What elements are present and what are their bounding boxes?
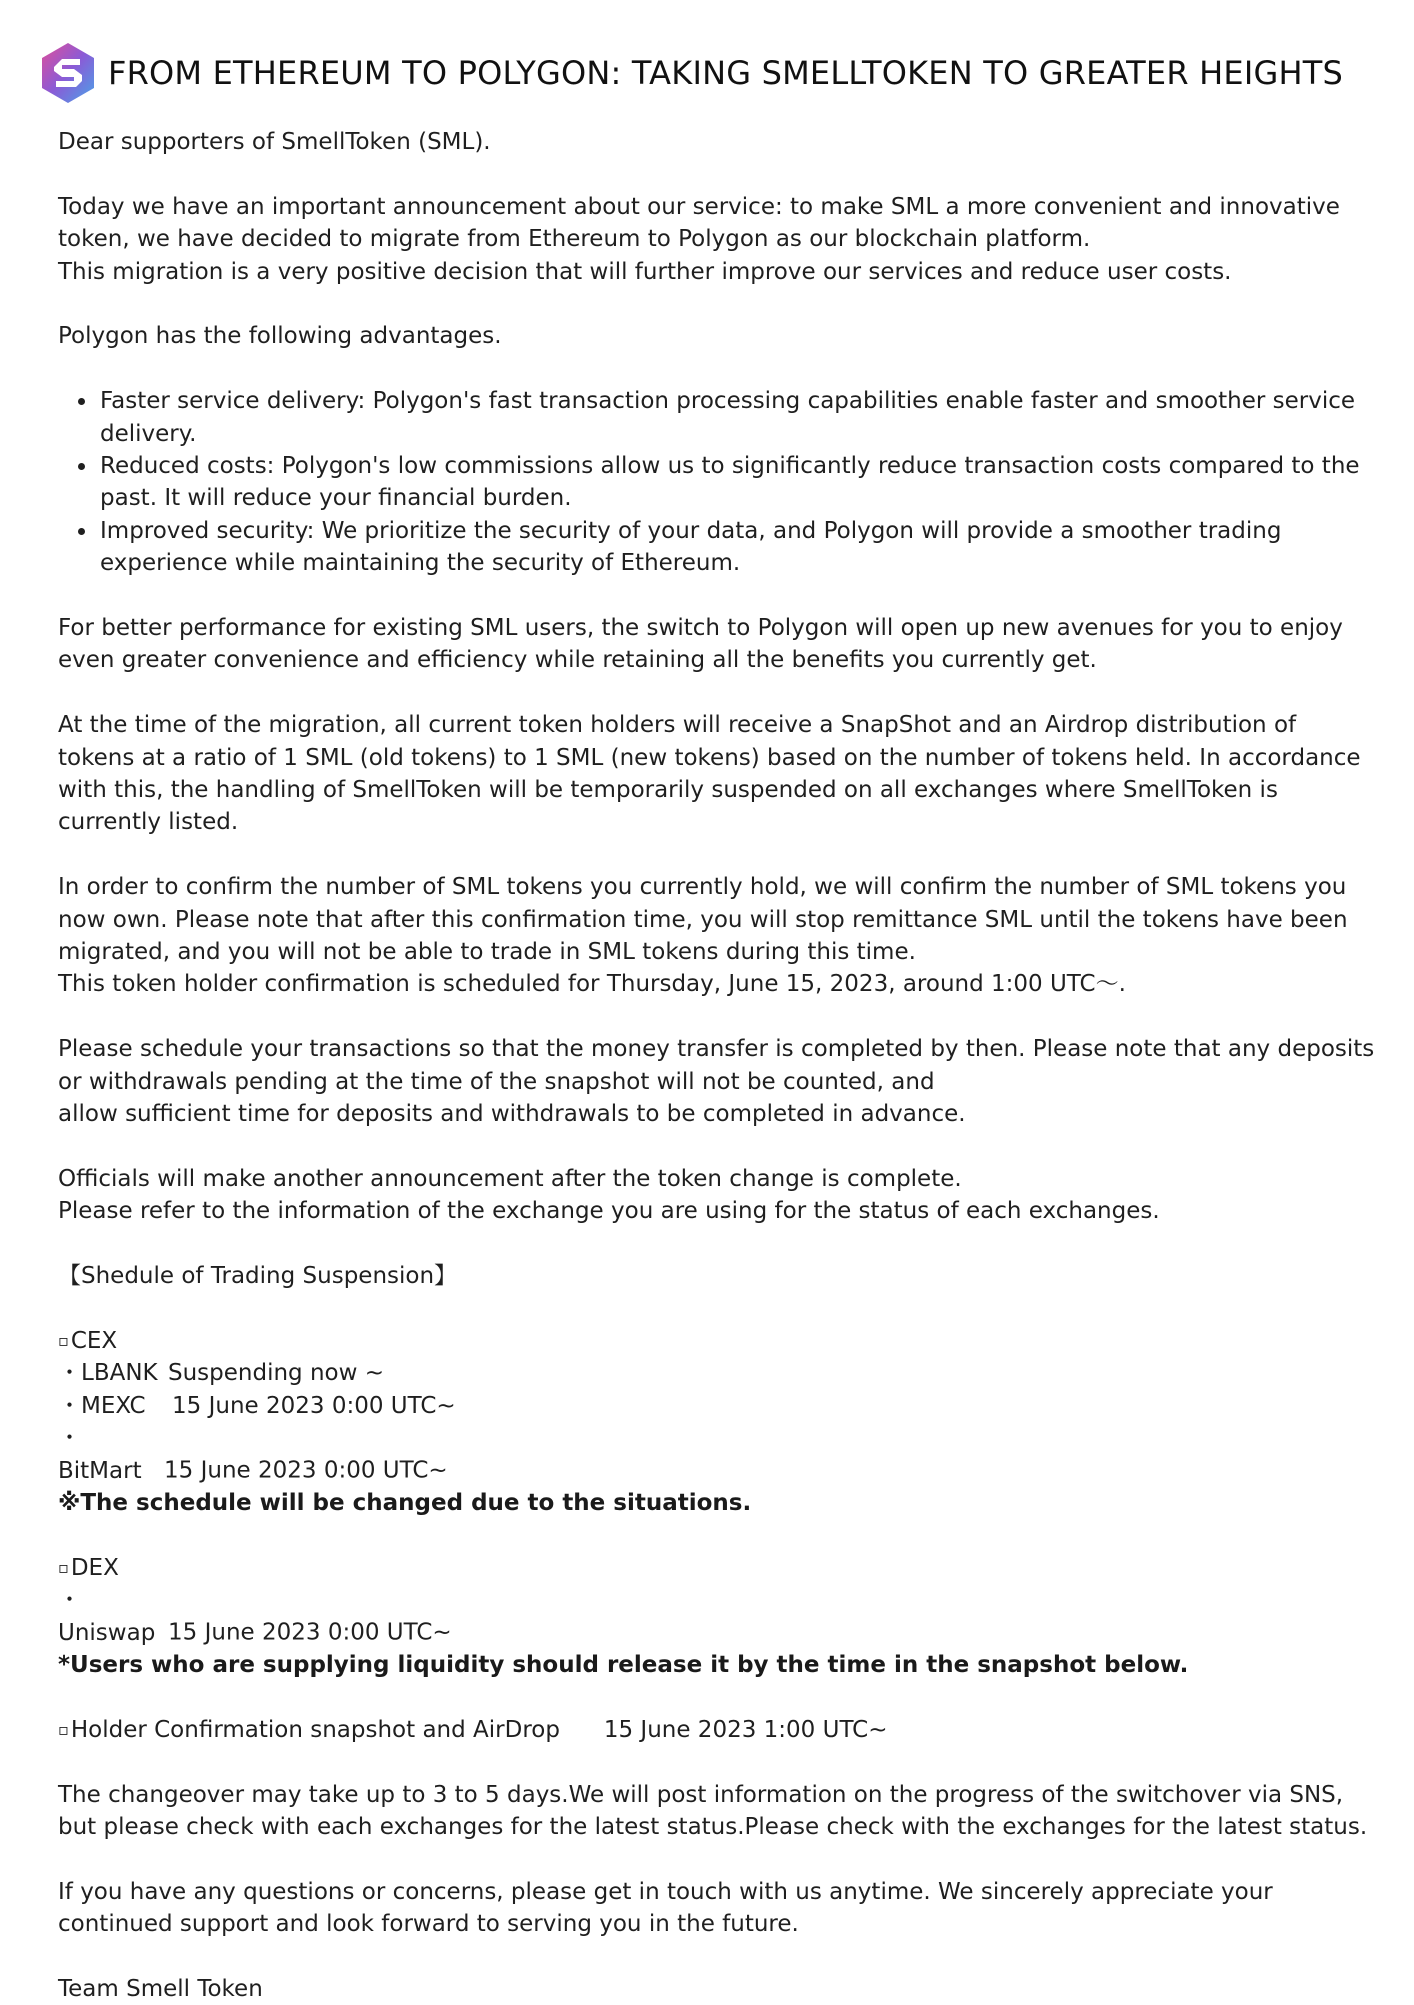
migration-text: At the time of the migration, all current token holders will receive a SnapShot and an Airdrop distribution of tokens at xyxy=(58,712,1297,771)
officials-paragraph-2: Please refer to the information of the exchange you are using for the status of each exchanges. xyxy=(58,1198,1160,1225)
confirmation-text: This token holder confirmation is scheduled for xyxy=(58,971,607,998)
page-title: FROM ETHEREUM TO POLYGON: TAKING SMELLTOKEN TO GREATER HEIGHTS xyxy=(108,53,1343,92)
exchange-name: ・Uniswap xyxy=(58,1587,156,1646)
advantages-list xyxy=(58,385,1376,579)
list-item: • Improved security: We prioritize the security of your data, and Polygon will provide a smoother trading experience while maintaining the security of Ethereum. xyxy=(98,515,1376,580)
intro-paragraph: Today we have an important announcement about our service: to make SML a more convenient and innovative token, we have decided to migrate from Ethereum to Polygon as our blockchain platform. xyxy=(58,193,1340,253)
signature: Team Smell Token xyxy=(58,1975,263,2002)
list-item: • Faster service delivery: Polygon's fast transaction processing capabilities enable faster and smoother service delivery. xyxy=(98,385,1376,450)
schedule-heading: 【Shedule of Trading Suspension】 xyxy=(58,1263,458,1290)
questions-paragraph: If you have any questions or concerns, please get in touch with us anytime. We sincerely appreciate your continued support and look forward to serving you in the future. xyxy=(58,1878,1273,1938)
square-bullet-icon: ▫ xyxy=(58,1330,69,1350)
confirmation-period: . xyxy=(1118,971,1126,998)
changeover-paragraph: The changeover may take up to 3 to 5 days.We will post information on the progress of the switchover via SNS, but please check with each exchanges for the latest status.Please check with the exchanges for the latest status. xyxy=(58,1781,1368,1840)
smelltoken-s-logo-icon xyxy=(40,41,96,105)
officials-paragraph: Officials will make another announcement after the token change is complete. xyxy=(58,1165,962,1192)
letter-body xyxy=(58,126,1376,2005)
confirmation-paragraph: In order to confirm the number of SML tokens you currently hold, we will confirm the number of SML tokens you now own. Please note that after this confirmation time, you will stop remittance SML until the tokens have been migrated, and you will not be able to trade in SML tokens during this time. xyxy=(58,874,1348,966)
holder-confirmation-line xyxy=(58,1714,1376,1746)
intro-paragraph-2: This migration is a very positive decision that will further improve our services and reduce user costs. xyxy=(58,258,1232,285)
advantages-heading: Polygon has the following advantages. xyxy=(58,323,502,350)
header xyxy=(40,38,1343,108)
holder-label: Holder Confirmation snapshot and AirDrop xyxy=(70,1716,560,1743)
exchange-time: Suspending now ~ xyxy=(168,1360,385,1387)
cex-label-text: CEX xyxy=(70,1327,118,1354)
dex-label xyxy=(58,1552,1376,1584)
holder-time: 15 June 2023 1:00 UTC~ xyxy=(603,1716,888,1743)
exchange-name: ・MEXC xyxy=(58,1392,146,1419)
transactions-paragraph: Please schedule your transactions so that the money transfer is completed by then. Please note that any deposits or withdrawals pending at the time of the snapshot will not be counted, and xyxy=(58,1036,1375,1095)
exchange-time: 15 June 2023 0:00 UTC~ xyxy=(164,1457,448,1484)
square-bullet-icon: ▫ xyxy=(58,1557,69,1577)
performance-paragraph: For better performance for existing SML users, the switch to Polygon will open up new avenues for you to enjoy even greater convenience and efficiency while retaining all the benefits you currently get. xyxy=(58,615,1343,674)
exchange-name: ・BitMart xyxy=(58,1425,142,1484)
list-item xyxy=(58,1390,1376,1422)
migration-paragraph xyxy=(58,709,1376,839)
list-item xyxy=(58,1584,1376,1649)
confirmation-date: Thursday, June 15, 2023, around 1:00 UTC〜 xyxy=(606,971,1119,998)
cex-note: ※The schedule will be changed due to the situations. xyxy=(58,1489,752,1516)
square-bullet-icon: ▫ xyxy=(58,1719,69,1739)
migration-text-2: based on the number of tokens held. In accordance with this, the handling of SmellToken will be temporarily suspended on all exchanges where SmellToken is currently listed. xyxy=(58,744,1361,836)
exchange-time: 15 June 2023 0:00 UTC~ xyxy=(172,1392,456,1419)
list-item xyxy=(58,1357,1376,1389)
list-item xyxy=(58,1422,1376,1487)
cex-label xyxy=(58,1325,1376,1357)
dex-label-text: DEX xyxy=(70,1554,119,1581)
dex-note: *Users who are supplying liquidity should release it by the time in the snapshot below. xyxy=(58,1651,1189,1678)
transactions-paragraph-2: allow sufficient time for deposits and withdrawals to be completed in advance. xyxy=(58,1101,966,1128)
ratio-highlight: a ratio of 1 SML (old tokens) to 1 SML (new tokens) xyxy=(172,744,760,771)
greeting: Dear supporters of SmellToken (SML). xyxy=(58,129,491,155)
exchange-name: ・LBANK xyxy=(58,1360,158,1387)
confirmation-schedule xyxy=(58,968,1376,1000)
exchange-time: 15 June 2023 0:00 UTC~ xyxy=(168,1619,452,1646)
list-item: • Reduced costs: Polygon's low commissions allow us to significantly reduce transaction costs compared to the past. It will reduce your financial burden. xyxy=(98,450,1376,515)
